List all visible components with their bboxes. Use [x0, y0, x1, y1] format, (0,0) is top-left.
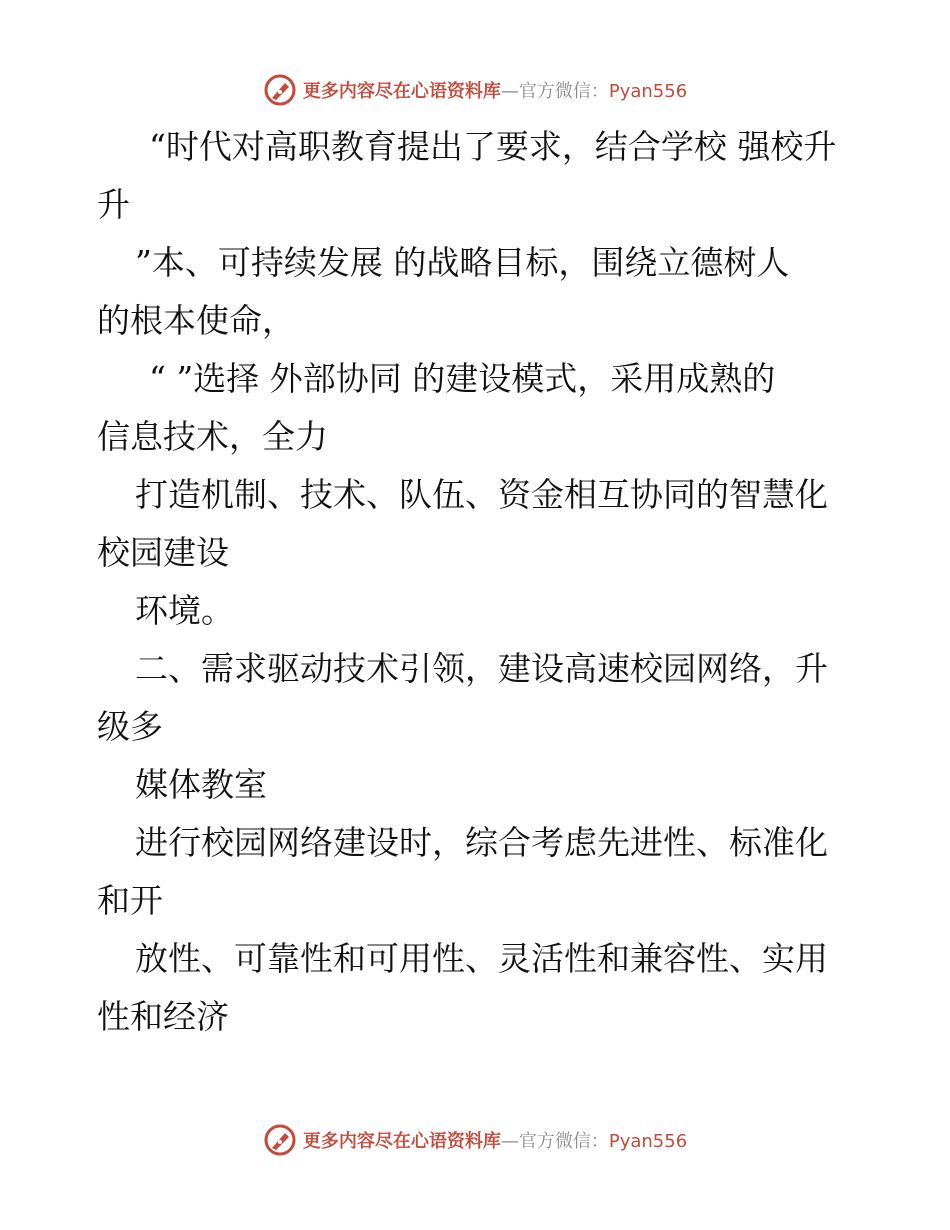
- banner-text: [303, 1127, 687, 1153]
- banner-main-text: 更多内容尽在心语资料库: [302, 81, 501, 102]
- body-line: ”本、可持续发展 的战略目标，围绕立德树人: [135, 243, 790, 282]
- body-line: 的根本使命，: [97, 301, 295, 340]
- banner-dash: —: [500, 1131, 519, 1152]
- pen-nib-logo-icon: [263, 1123, 297, 1157]
- footer-banner: [0, 1120, 950, 1160]
- banner-text: [303, 77, 687, 103]
- body-line: 环境。: [135, 591, 234, 630]
- banner-wechat-label: 官方微信：: [518, 1131, 609, 1152]
- body-line: 信息技术，全力: [97, 417, 328, 456]
- body-line: “时代对高职教育提出了要求，结合学校 强校升: [149, 127, 837, 166]
- body-line: 媒体教室: [135, 765, 267, 804]
- body-line: 进行校园网络建设时，综合考虑先进性、标准化: [135, 823, 828, 862]
- body-line: 二、需求驱动技术引领，建设高速校园网络，升: [135, 649, 828, 688]
- body-line: 级多: [97, 707, 163, 746]
- banner-handle: Pyan556: [608, 81, 688, 102]
- banner-wechat-label: 官方微信：: [518, 81, 609, 102]
- body-line: 和开: [97, 881, 163, 920]
- body-line: 打造机制、技术、队伍、资金相互协同的智慧化: [135, 475, 828, 514]
- banner-dash: —: [500, 81, 519, 102]
- document-body: [97, 118, 857, 1046]
- body-line: 放性、可靠性和可用性、灵活性和兼容性、实用: [135, 939, 828, 978]
- body-line: 性和经济: [97, 997, 229, 1036]
- banner-handle: Pyan556: [608, 1131, 688, 1152]
- header-banner: [0, 70, 950, 110]
- body-line: 校园建设: [97, 533, 229, 572]
- body-line: “ ”选择 外部协同 的建设模式，采用成熟的: [149, 359, 776, 398]
- pen-nib-logo-icon: [263, 73, 297, 107]
- body-line: 升: [97, 185, 130, 224]
- banner-main-text: 更多内容尽在心语资料库: [302, 1131, 501, 1152]
